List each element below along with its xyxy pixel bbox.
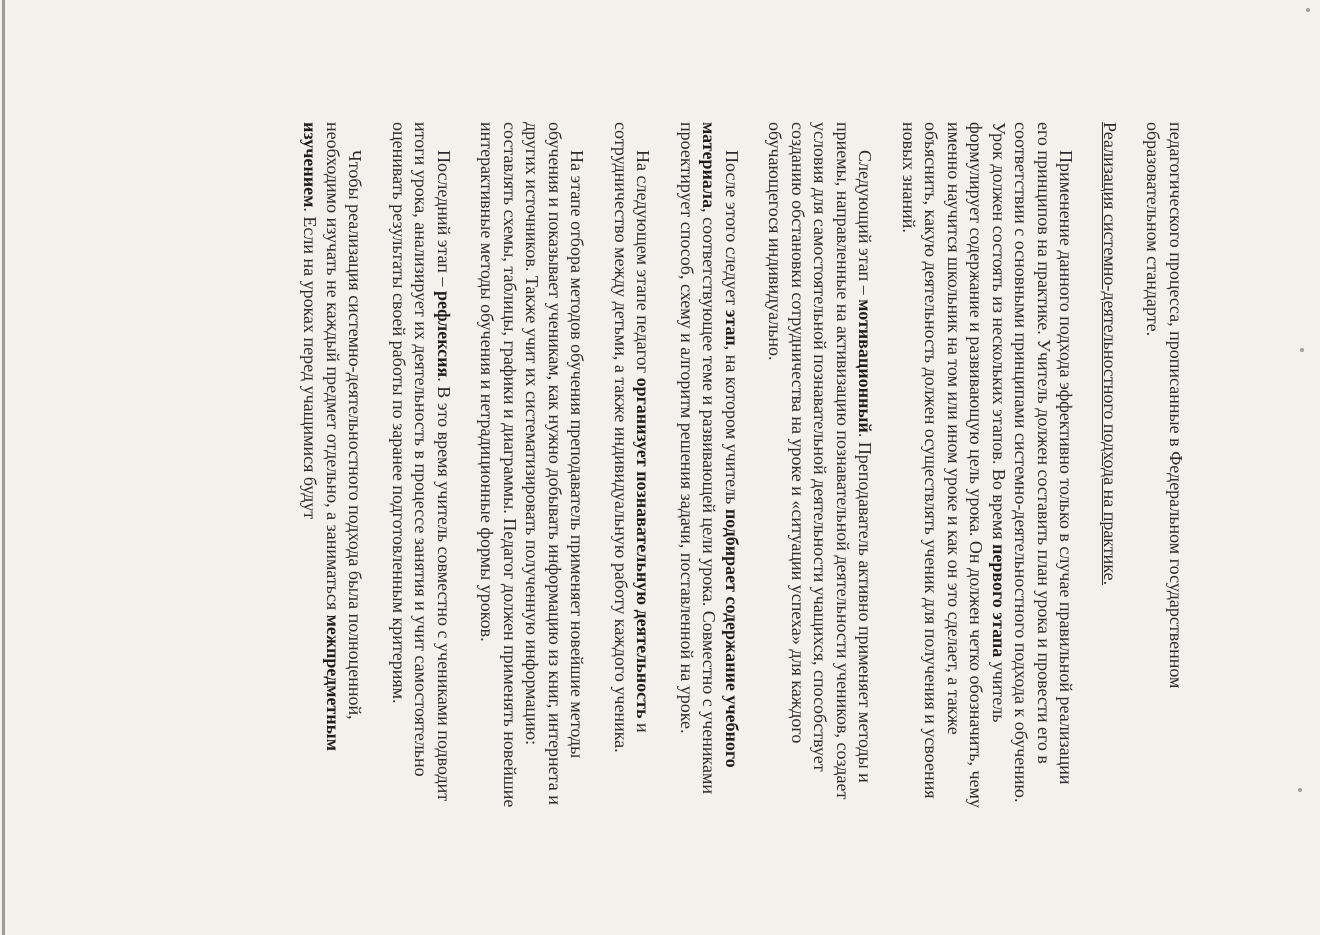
paragraph-text: . В это время учитель совместно с учениками подводит итоги урока, анализирует их деятельность в процессе занятия и учит самостоятельно оценивать результаты своей работы по заранее подготовленным критериям. bbox=[389, 122, 454, 802]
bold-phrase: организует познавательную деятельность bbox=[633, 377, 654, 719]
paragraph-text: . Если на уроках перед учащимися будут bbox=[300, 207, 321, 520]
paragraph-text: , соответствующее теме и развивающей цели урока. Совместно с учениками проектирует способ, схему и алгоритм решения задачи, поставленной на уроке. bbox=[677, 122, 720, 795]
paragraph-5 bbox=[476, 122, 589, 812]
paragraph-text: Чтобы реализация системно-деятельностного подхода была полноценной, необходимо изучать не каждый предмет отдельно, а заниматься bbox=[323, 122, 366, 720]
paragraph-2 bbox=[764, 122, 877, 812]
bold-phrase: подбирает содержание учебного материала bbox=[699, 122, 742, 768]
paragraph-text: Применение данного подхода эффективно только в случае правильной реализации его принципов на практике. Учитель должен составить план урока и провести его в соответствии с основными принципами системно-деятельностного подхода к обучению. Урок должен состоять из нескольких этапов. Во время bbox=[989, 122, 1077, 803]
bold-phrase: первого этапа bbox=[989, 544, 1009, 658]
scan-speck bbox=[1298, 788, 1302, 792]
paragraph-7 bbox=[299, 122, 367, 812]
section-heading-text: Реализация системно-деятельностного подхода на практике. bbox=[1100, 122, 1120, 586]
paragraph-text: Следующий этап – bbox=[855, 150, 876, 300]
bold-phrase: рефлексия bbox=[434, 290, 454, 378]
paragraph-text: , на котором учитель bbox=[722, 345, 742, 509]
paragraph-text: учитель формулирует содержание и развивающую цель урока. Он должен четко обозначить, чему именно научится школьник на том или ином уроке и как он это сделает, а также объяснить, какую деятельность должен осуществлять ученик для получения и усвоения новых знаний. bbox=[899, 122, 1009, 808]
bold-phrase: межпредметным изучением bbox=[300, 122, 343, 751]
rotated-document-page bbox=[105, 92, 1215, 842]
paragraph-6 bbox=[388, 122, 456, 812]
scan-edge-line bbox=[2, 0, 5, 935]
scan-speck bbox=[1300, 348, 1304, 352]
paragraph-text: . Преподаватель активно применяет методы и приемы, направленные на активизацию познавательной деятельности учеников, создает условия для самостоятельной познавательной деятельности учащихся, способствует созданию обстановки сотрудничества на уроке и «ситуации успеха» для каждого обучающегося индивидуально. bbox=[765, 122, 876, 800]
scan-speck bbox=[1306, 8, 1310, 12]
intro-text: педагогического процесса, прописанные в Федеральном государственном образовательном стандарте. bbox=[1143, 122, 1186, 689]
paragraph-text: На следующем этапе педагог bbox=[633, 150, 654, 378]
paragraph-1 bbox=[898, 122, 1078, 812]
paragraph-text: и сотрудничество между детьми, а также индивидуальную работу каждого ученика. bbox=[611, 122, 654, 753]
section-heading bbox=[1099, 122, 1122, 812]
paragraph-3 bbox=[676, 122, 744, 812]
paragraph-text: На этапе отбора методов обучения преподаватель применяет новейшие методы обучения и показывает ученикам, как нужно добывать информацию из книг, интернета и других источников. Также учит их систематизировать полученную информацию: составлять схемы, таблицы, графики и диаграммы. Педагог должен применять новейшие интерактивные методы обучения и нетрадиционные формы уроков. bbox=[477, 122, 588, 808]
paragraph-4 bbox=[610, 122, 655, 812]
bold-phrase: мотивационный bbox=[855, 299, 876, 433]
bold-phrase: этап bbox=[722, 309, 742, 346]
paragraph-text: Последний этап – bbox=[434, 150, 454, 291]
paragraph-text: После этого следует bbox=[722, 150, 742, 310]
intro-line bbox=[1142, 122, 1187, 812]
